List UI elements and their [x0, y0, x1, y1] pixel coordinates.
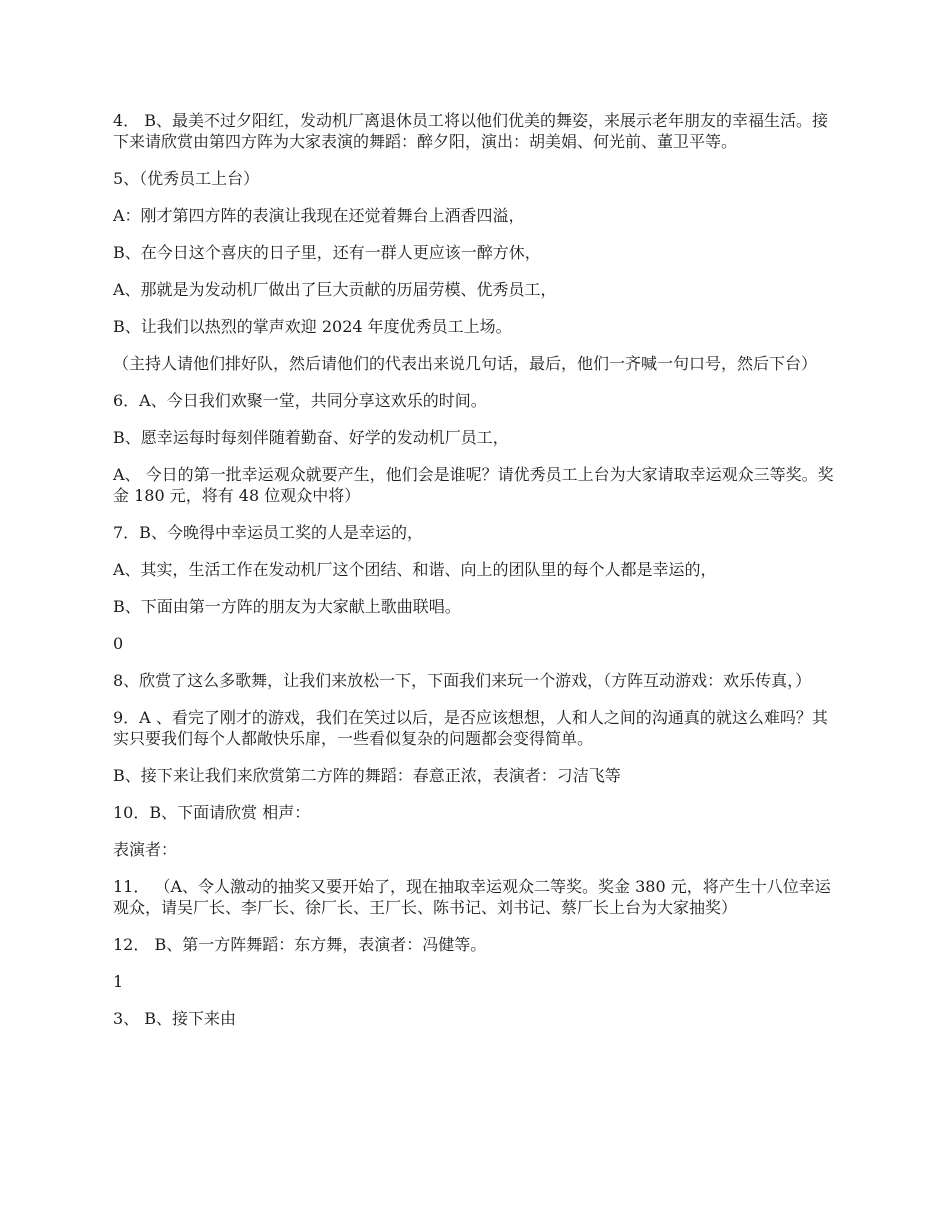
paragraph-line: A、那就是为发动机厂做出了巨大贡献的历届劳模、优秀员工， [113, 280, 557, 299]
paragraph-item-12: 12． B、第一方阵舞蹈：东方舞，表演者：冯健等。 [113, 935, 487, 954]
paragraph-number: 0 [113, 634, 124, 653]
paragraph-number: 1 [113, 972, 124, 991]
paragraph-line: B、下面由第一方阵的朋友为大家献上歌曲联唱。 [113, 597, 461, 616]
paragraph-item-7: 7．B、今晚得中幸运员工奖的人是幸运的， [113, 523, 423, 542]
paragraph-item-11: 11． （A、令人激动的抽奖又要开始了，现在抽取幸运观众二等奖。奖金 380 元，将产生十八位幸运观众，请吴厂长、李厂长、徐厂长、王厂长、陈书记、刘书记、蔡厂长上台为大家抽奖） [113, 877, 831, 917]
paragraph-item-3: 3、 B、接下来由 [113, 1009, 237, 1028]
paragraph-item-9: 9．A 、看完了刚才的游戏，我们在笑过以后，是否应该想想，人和人之间的沟通真的就这么难吗？其实只要我们每个人都敞快乐扉，一些看似复杂的问题都会变得简单。 [113, 708, 828, 748]
paragraph-item-5: 5、（优秀员工上台） [113, 169, 260, 188]
paragraph-item-6: 6．A、今日我们欢聚一堂，共同分享这欢乐的时间。 [113, 391, 487, 410]
paragraph-item-4: 4． B、最美不过夕阳红，发动机厂离退休员工将以他们优美的舞姿，来展示老年朋友的幸福生活。接下来请欣赏由第四方阵为大家表演的舞蹈：醉夕阳，演出：胡美娟、何光前、董卫平等。 [113, 111, 829, 151]
paragraph-line: B、接下来让我们来欣赏第二方阵的舞蹈：春意正浓，表演者：刁洁飞等 [113, 766, 621, 785]
paragraph-line: A、 今日的第一批幸运观众就要产生，他们会是谁呢？请优秀员工上台为大家请取幸运观众三等奖。奖金 180 元，将有 48 位观众中将） [113, 465, 834, 505]
paragraph-line: A、其实，生活工作在发动机厂这个团结、和谐、向上的团队里的每个人都是幸运的， [113, 560, 717, 579]
paragraph-line: 表演者： [113, 840, 178, 859]
paragraph-stage-note: （主持人请他们排好队，然后请他们的代表出来说几句话，最后，他们一齐喊一句口号，然后下台） [113, 354, 818, 373]
paragraph-line: B、让我们以热烈的掌声欢迎 2024 年度优秀员工上场。 [113, 317, 512, 336]
document-body [113, 110, 843, 1045]
paragraph-item-10: 10．B、下面请欣赏 相声： [113, 803, 311, 822]
paragraph-line: B、在今日这个喜庆的日子里，还有一群人更应该一醉方休， [113, 243, 541, 262]
paragraph-line: A：刚才第四方阵的表演让我现在还觉着舞台上酒香四溢， [113, 206, 525, 225]
paragraph-line: B、愿幸运每时每刻伴随着勤奋、好学的发动机厂员工， [113, 428, 509, 447]
paragraph-item-8: 8、欣赏了这么多歌舞，让我们来放松一下，下面我们来玩一个游戏，（方阵互动游戏：欢乐传真，） [113, 671, 812, 690]
